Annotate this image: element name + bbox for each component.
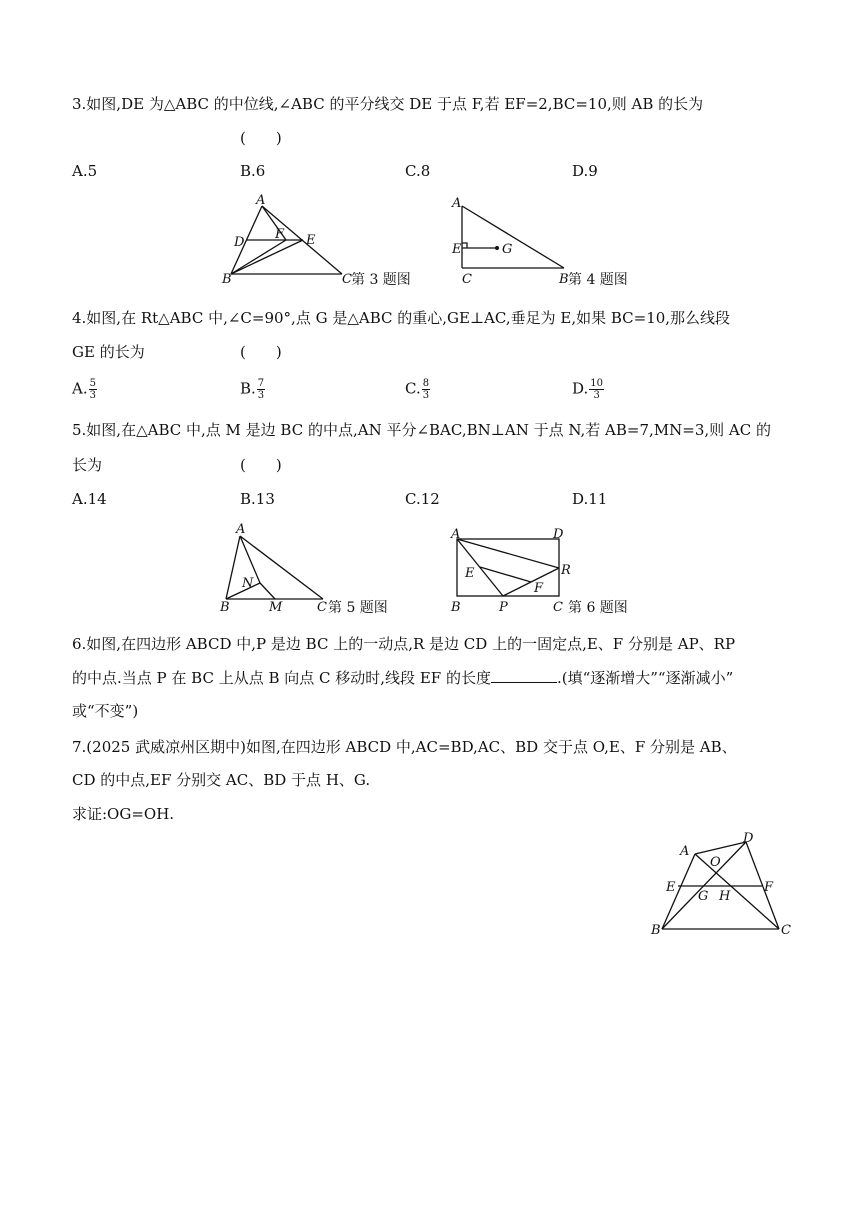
q5-label-n: N xyxy=(242,576,254,591)
q7-label-c: C xyxy=(781,923,791,938)
q6-stem-line3: 或“不变”) xyxy=(72,702,139,720)
q5-seg-ab xyxy=(226,536,240,599)
q6-figure-caption: 第 6 题图 xyxy=(568,600,628,616)
q3-option-b[interactable]: B.6 xyxy=(240,162,266,180)
q5-stem-line2: 长为 xyxy=(72,456,103,474)
q6-label-e: E xyxy=(465,566,475,581)
q3-figure-caption: 第 3 题图 xyxy=(351,272,411,288)
q5-option-d[interactable]: D.11 xyxy=(572,490,608,508)
q6-label-p: P xyxy=(499,600,508,615)
q3-option-d[interactable]: D.9 xyxy=(572,162,598,180)
q5-figure-caption: 第 5 题图 xyxy=(328,600,388,616)
q7-label-f: F xyxy=(764,880,774,895)
q5-label-c: C xyxy=(317,600,327,615)
q5-answer-paren[interactable]: ( ) xyxy=(240,456,282,474)
q5-label-a: A xyxy=(236,522,246,537)
q4-seg-ab xyxy=(462,206,564,268)
q4-label-c: C xyxy=(462,272,472,287)
q4-point-g xyxy=(495,246,499,250)
q7-seg-ad xyxy=(695,842,746,854)
q3-option-a[interactable]: A.5 xyxy=(72,162,98,180)
q3-label-f: F xyxy=(275,227,285,242)
q6-figure xyxy=(446,520,656,620)
q6-stem-line2b: .(填“逐渐增大”“逐渐减小” xyxy=(556,669,734,687)
q6-label-d: D xyxy=(553,527,564,542)
q4-option-b[interactable] xyxy=(240,378,265,401)
q7-label-a: A xyxy=(680,844,690,859)
q4-option-d-denominator: 3 xyxy=(593,390,600,401)
q7-figure xyxy=(646,830,806,940)
q6-label-c: C xyxy=(553,600,563,615)
q4-label-a: A xyxy=(452,196,462,211)
q4-option-b-fraction xyxy=(257,378,265,401)
q6-label-a: A xyxy=(451,527,461,542)
q4-option-d-prefix: D. xyxy=(572,379,589,398)
q6-seg-ef xyxy=(480,567,531,582)
q4-label-g: G xyxy=(502,242,513,257)
q4-option-c-fraction xyxy=(422,378,430,401)
q4-option-b-denominator: 3 xyxy=(257,390,265,401)
q4-option-a-numerator: 5 xyxy=(89,378,96,389)
q4-option-b-numerator: 7 xyxy=(257,378,265,389)
q6-stem-line1: 6.如图,在四边形 ABCD 中,P 是边 BC 上的一动点,R 是边 CD 上的一固定点,E、F 分别是 AP、RP xyxy=(72,635,736,653)
q4-option-c-denominator: 3 xyxy=(422,390,430,401)
q6-label-r: R xyxy=(561,563,571,578)
q4-option-c-numerator: 8 xyxy=(422,378,430,389)
q4-right-angle-mark xyxy=(462,243,467,248)
q4-option-a[interactable] xyxy=(72,378,97,401)
q5-option-c[interactable]: C.12 xyxy=(405,490,440,508)
q4-option-d-fraction xyxy=(589,378,604,401)
q3-option-c[interactable]: C.8 xyxy=(405,162,431,180)
q4-option-c-prefix: C. xyxy=(405,379,421,398)
q4-figure-caption: 第 4 题图 xyxy=(568,272,628,288)
q4-stem-line1: 4.如图,在 Rt△ABC 中,∠C=90°,点 G 是△ABC 的重心,GE⊥AC,垂足为 E,如果 BC=10,那么线段 xyxy=(72,309,731,327)
q4-answer-paren[interactable]: ( ) xyxy=(240,343,282,361)
q4-option-d[interactable] xyxy=(572,378,604,401)
q7-prove-statement: 求证:OG=OH. xyxy=(72,805,175,823)
q3-figure xyxy=(220,192,420,292)
q7-label-d: D xyxy=(743,831,754,846)
q4-label-b: B xyxy=(559,272,569,287)
q3-label-a: A xyxy=(256,193,266,208)
q3-label-e: E xyxy=(306,233,316,248)
q7-label-b: B xyxy=(651,923,661,938)
q4-label-e: E xyxy=(452,242,462,257)
q7-label-g: G xyxy=(698,889,709,904)
q5-option-b[interactable]: B.13 xyxy=(240,490,275,508)
q3-answer-paren[interactable]: ( ) xyxy=(240,129,282,147)
q4-option-d-numerator: 10 xyxy=(590,378,603,389)
q6-stem-line2a: 的中点.当点 P 在 BC 上从点 B 向点 C 移动时,线段 EF 的长度 xyxy=(72,669,491,687)
q3-stem: 3.如图,DE 为△ABC 的中位线,∠ABC 的平分线交 DE 于点 F,若 EF=2,BC=10,则 AB 的长为 xyxy=(72,95,704,113)
q7-label-h: H xyxy=(719,889,731,904)
q6-label-f: F xyxy=(534,581,544,596)
q5-label-m: M xyxy=(269,600,283,615)
q4-option-b-prefix: B. xyxy=(240,379,256,398)
q7-label-e: E xyxy=(666,880,676,895)
q5-label-b: B xyxy=(220,600,230,615)
q4-option-c[interactable] xyxy=(405,378,430,401)
q3-label-d: D xyxy=(234,235,245,250)
q4-figure xyxy=(448,192,648,292)
q4-stem-line2: GE 的长为 xyxy=(72,343,145,361)
q7-label-o: O xyxy=(710,855,721,870)
q6-stem-line2 xyxy=(72,668,733,688)
q6-seg-ar xyxy=(457,539,559,568)
q6-label-b: B xyxy=(451,600,461,615)
q4-option-a-denominator: 3 xyxy=(89,390,96,401)
q6-answer-blank[interactable] xyxy=(491,668,557,683)
q5-figure xyxy=(215,520,415,620)
q4-option-a-prefix: A. xyxy=(72,379,88,398)
q5-stem-line1: 5.如图,在△ABC 中,点 M 是边 BC 的中点,AN 平分∠BAC,BN⊥AN 于点 N,若 AB=7,MN=3,则 AC 的 xyxy=(72,421,771,439)
q7-stem-line2: CD 的中点,EF 分别交 AC、BD 于点 H、G. xyxy=(72,771,371,789)
q7-stem-line1: 7.(2025 武威凉州区期中)如图,在四边形 ABCD 中,AC=BD,AC、BD 交于点 O,E、F 分别是 AB、 xyxy=(72,738,737,756)
q3-label-c: C xyxy=(342,272,352,287)
q5-seg-nm xyxy=(260,583,275,599)
q4-option-a-fraction xyxy=(89,378,97,401)
q5-option-a[interactable]: A.14 xyxy=(72,490,107,508)
q3-label-b: B xyxy=(222,272,232,287)
